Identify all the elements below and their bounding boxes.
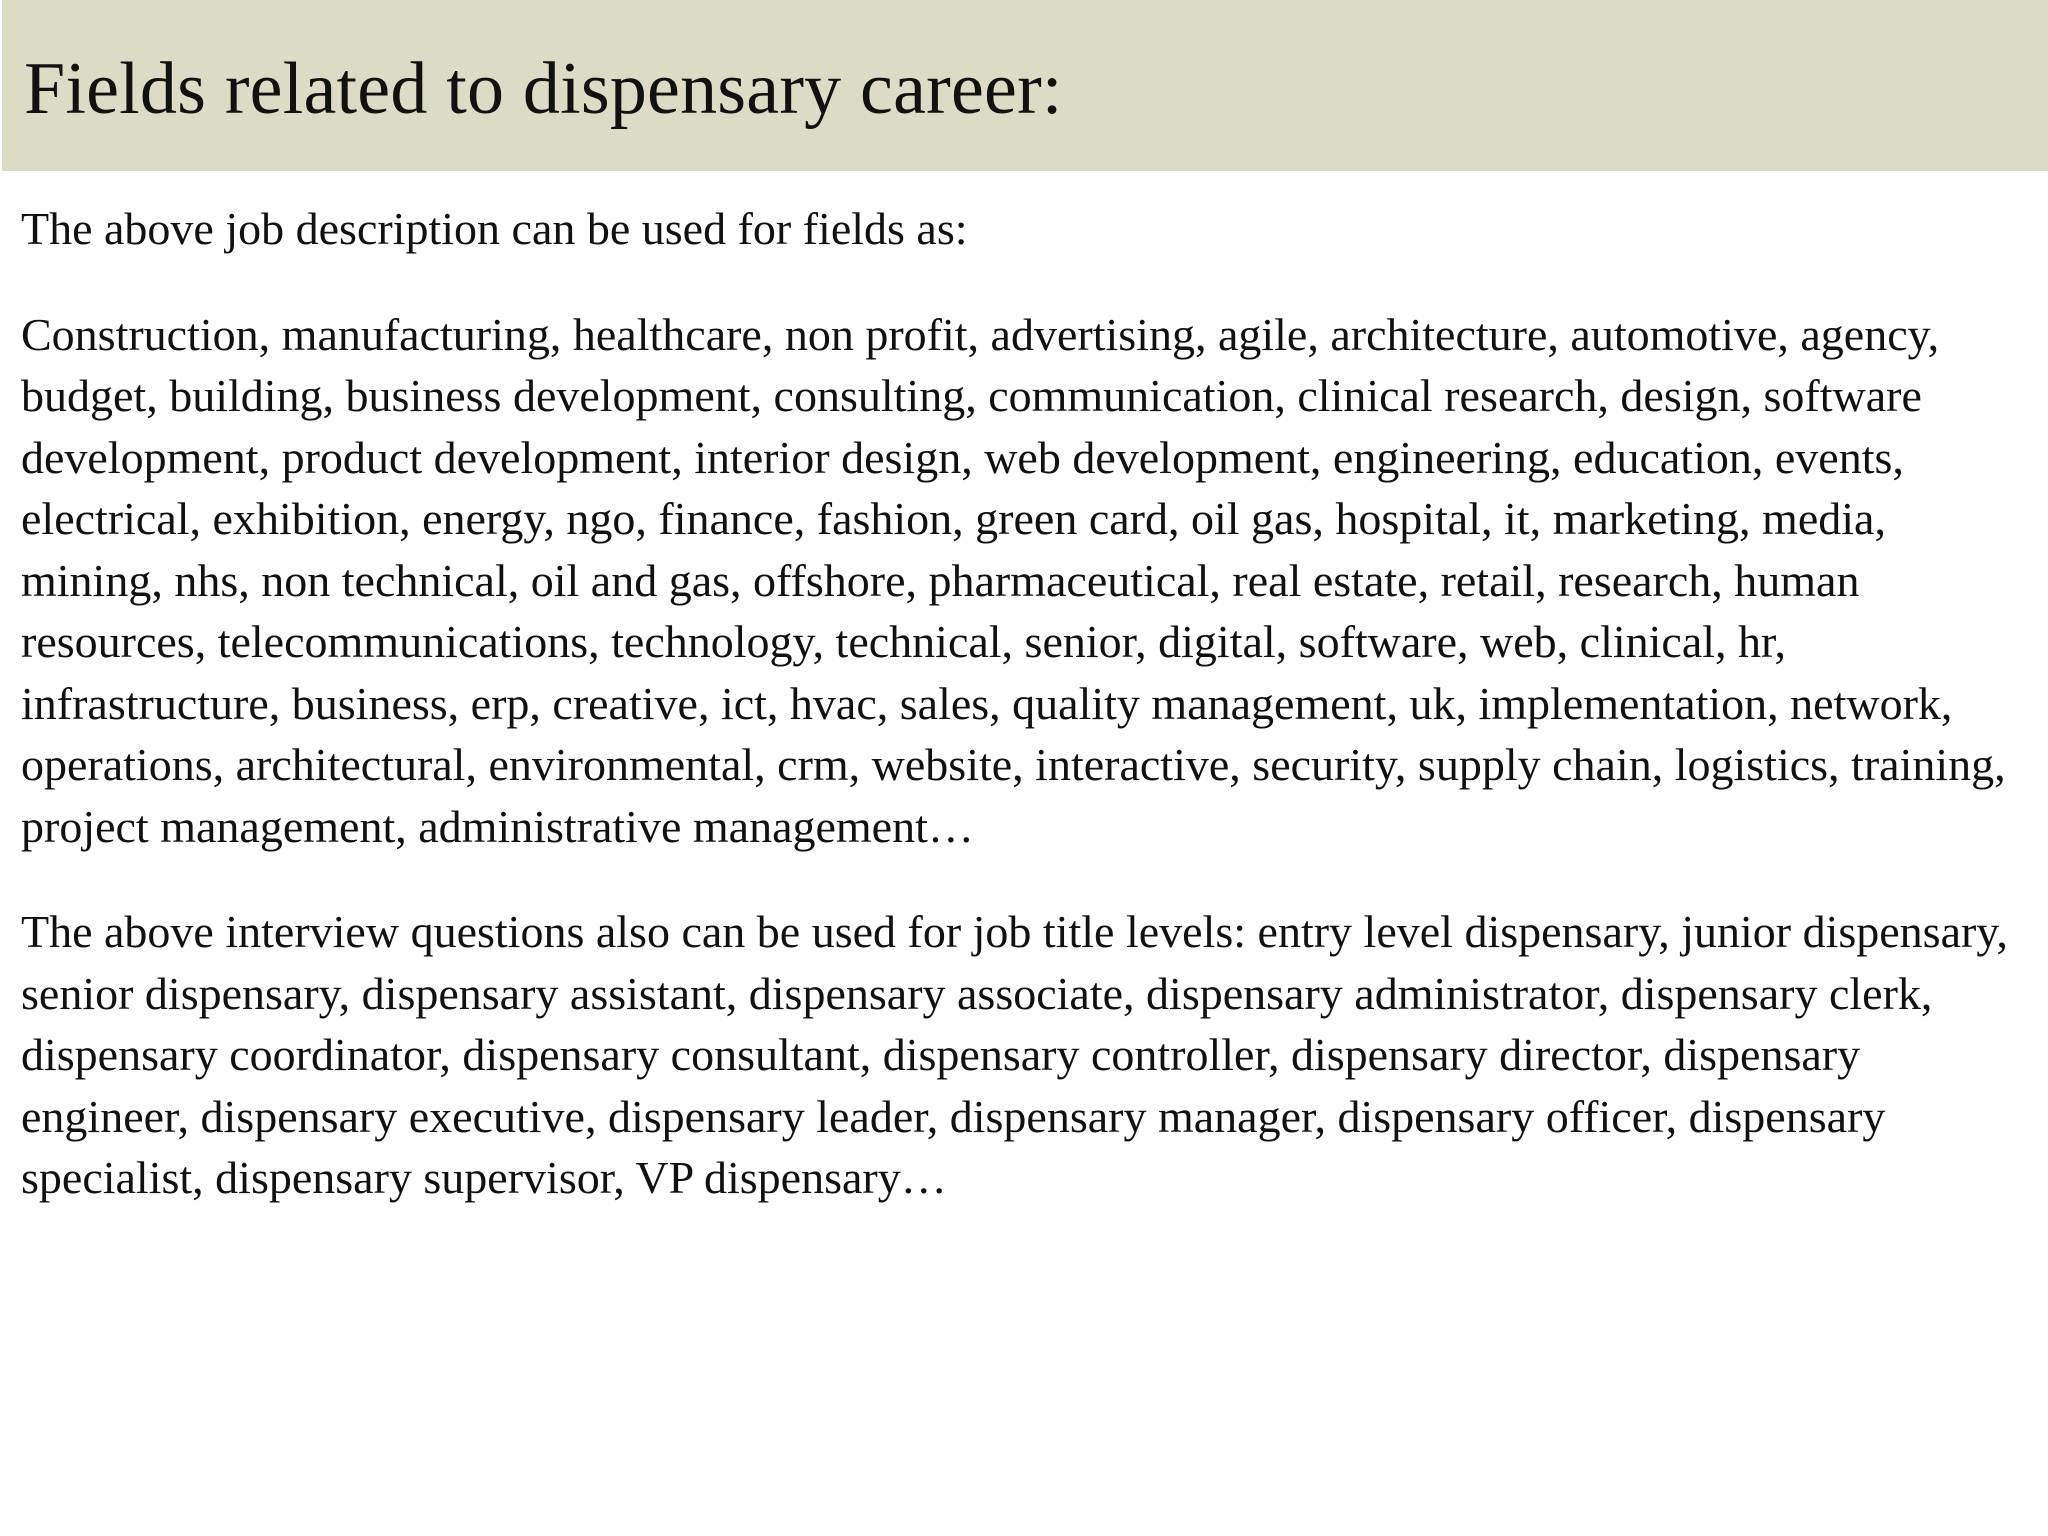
slide-body <box>21 198 2031 1209</box>
job-levels-text: The above interview questions also can be used for job title levels: entry level dispensary, junior dispensary, senior dispensary, dispensary assistant, dispensary associate, dispensary administrator, dispensary clerk, dispensary coordinator, dispensary consultant, dispensary controller, dispensary director, dispensary engineer, dispensary executive, dispensary leader, dispensary manager, dispensary officer, dispensary specialist, dispensary supervisor, VP dispensary… <box>21 906 2008 1203</box>
fields-list-text: Construction, manufacturing, healthcare, non profit, advertising, agile, architecture, automotive, agency, budget, building, business development, consulting, communication, clinical research, design, software development, product development, interior design, web development, engineering, education, events, electrical, exhibition, energy, ngo, finance, fashion, green card, oil gas, hospital, it, marketing, media, mining, nhs, non technical, oil and gas, offshore, pharmaceutical, real estate, retail, research, human resources, telecommunications, technology, technical, senior, digital, software, web, clinical, hr, infrastructure, business, erp, creative, ict, hvac, sales, quality management, uk, implementation, network, operations, architectural, environmental, crm, website, interactive, security, supply chain, logistics, training, project management, administrative management… <box>21 308 2006 852</box>
page-title: Fields related to dispensary career: <box>24 48 1063 130</box>
title-band <box>2 0 2048 171</box>
intro-text: The above job description can be used for fields as: <box>21 203 968 254</box>
